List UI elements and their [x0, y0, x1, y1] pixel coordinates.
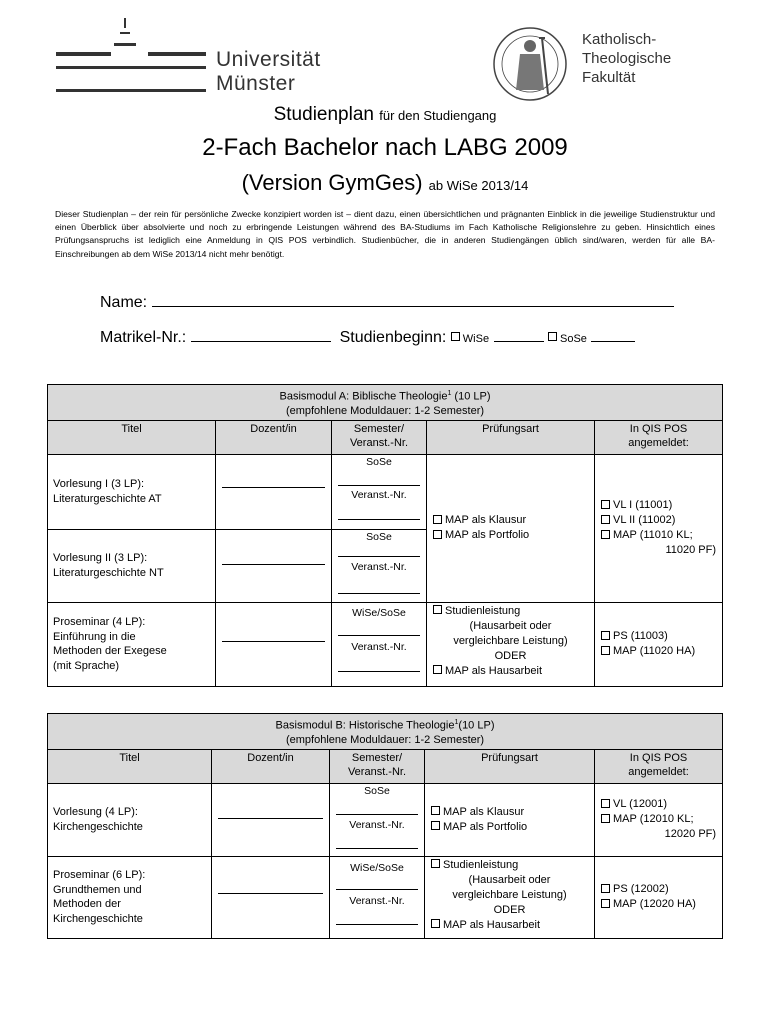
qis-cell: [595, 602, 723, 686]
col-qis-line1: In QIS POS: [629, 751, 688, 764]
version: (Version GymGes): [241, 170, 423, 195]
module-b-title: Basismodul B: Historische Theologie: [275, 719, 455, 732]
col-pruefung: Prüfungsart: [425, 749, 595, 783]
semester-cell[interactable]: [330, 856, 425, 938]
title-big: Studienplan: [273, 104, 374, 125]
veranst-label: Veranst.-Nr.: [351, 560, 407, 573]
col-qis-line2: angemeldet:: [628, 765, 689, 778]
semester-label: WiSe/SoSe: [350, 861, 404, 874]
studienbeginn-label: Studienbeginn:: [339, 329, 447, 346]
map-portfolio-label: MAP als Portfolio: [445, 529, 530, 542]
module-b-header: [48, 714, 723, 750]
table-row: [48, 783, 723, 856]
wise-checkbox[interactable]: [451, 332, 460, 341]
map-klausur-label: MAP als Klausur: [445, 514, 527, 527]
qis-cell: [595, 454, 723, 602]
vergleichbare-label: vergleichbare Leistung): [452, 888, 567, 901]
qis-vl2-checkbox[interactable]: [601, 515, 610, 524]
qis-vl1-label: VL I (11001): [613, 499, 673, 512]
version-small: ab WiSe 2013/14: [428, 178, 529, 193]
semester-label: WiSe/SoSe: [352, 606, 406, 619]
qis-cell: [595, 783, 723, 856]
pruefung-cell: [427, 454, 595, 602]
university-logo: [56, 18, 356, 98]
veranst-label: Veranst.-Nr.: [349, 894, 405, 907]
matrikel-label: Matrikel-Nr.:: [100, 329, 187, 346]
pruefung-cell: [425, 783, 595, 856]
qis-vl-label: VL (12001): [613, 798, 668, 811]
oder-label: ODER: [493, 903, 526, 916]
pruefung-cell: [425, 856, 595, 938]
col-semester-line2: Veranst.-Nr.: [347, 765, 407, 778]
veranst-label: Veranst.-Nr.: [351, 488, 407, 501]
faculty-logo: [490, 24, 730, 104]
qis-map-ha-label: MAP (12020 HA): [613, 898, 696, 911]
dozent-cell[interactable]: [212, 856, 330, 938]
map-klausur-checkbox[interactable]: [433, 515, 442, 524]
qis-map-checkbox[interactable]: [601, 530, 610, 539]
row-title: [48, 602, 216, 686]
row-title-line: Grundthemen und: [53, 883, 142, 896]
module-a-column-header: [48, 420, 723, 454]
qis-vl1-checkbox[interactable]: [601, 500, 610, 509]
faculty-name-line2: Theologische: [582, 50, 672, 67]
qis-map-label-cont: 11020 PF): [665, 544, 716, 557]
qis-map-ha-checkbox[interactable]: [601, 899, 610, 908]
row-title-line: Proseminar (4 LP):: [53, 616, 146, 629]
semester-label: SoSe: [364, 784, 390, 797]
module-b-lp: (10 LP): [458, 719, 495, 732]
map-klausur-checkbox[interactable]: [431, 806, 440, 815]
university-name-line1: Universität: [216, 48, 321, 71]
map-hausarbeit-checkbox[interactable]: [431, 919, 440, 928]
row-title: [48, 856, 212, 938]
page-title: [0, 104, 770, 126]
module-b-table: [47, 713, 723, 939]
faculty-name-line3: Fakultät: [582, 69, 636, 86]
col-qis: [595, 749, 723, 783]
row-title-line: Vorlesung II (3 LP):: [53, 552, 148, 565]
row-title-line: Literaturgeschichte NT: [53, 566, 164, 579]
subtitle: 2-Fach Bachelor nach LABG 2009: [202, 134, 568, 161]
name-field-row: [100, 294, 674, 312]
studienleistung-label: Studienleistung: [445, 604, 521, 617]
map-hausarbeit-checkbox[interactable]: [433, 665, 442, 674]
module-a-table: [47, 384, 723, 687]
row-title-line: Methoden der Exegese: [53, 645, 167, 658]
faculty-name-line1: Katholisch-: [582, 31, 657, 48]
veranst-label: Veranst.-Nr.: [349, 818, 405, 831]
col-semester-line1: Semester/: [351, 751, 403, 764]
name-label: Name:: [100, 294, 148, 311]
semester-label: SoSe: [366, 455, 392, 468]
hausarbeit-label: (Hausarbeit oder: [469, 619, 552, 632]
row-title-line: Methoden der: [53, 898, 121, 911]
vergleichbare-label: vergleichbare Leistung): [453, 634, 568, 647]
studienleistung-checkbox[interactable]: [431, 859, 440, 868]
col-titel: Titel: [48, 420, 216, 454]
row-title-line: Proseminar (6 LP):: [53, 869, 146, 882]
map-klausur-label: MAP als Klausur: [443, 805, 525, 818]
table-row: [48, 856, 723, 938]
title-small: für den Studiengang: [379, 108, 497, 123]
module-a-lp: (10 LP): [451, 390, 491, 403]
row-title: [48, 783, 212, 856]
qis-ps-checkbox[interactable]: [601, 631, 610, 640]
col-dozent: Dozent/in: [216, 420, 332, 454]
row-title-line: Literaturgeschichte AT: [53, 492, 162, 505]
row-title-line: (mit Sprache): [53, 659, 120, 672]
module-b-column-header: [48, 749, 723, 783]
semester-cell[interactable]: [332, 529, 427, 602]
dozent-cell[interactable]: [216, 454, 332, 529]
module-a-title: Basismodul A: Biblische Theologie: [279, 390, 448, 403]
qis-map-label: MAP (11010 KL;: [613, 529, 693, 542]
university-logo-mark-icon: [56, 18, 206, 98]
table-row: [48, 602, 723, 686]
row-title-line: Vorlesung (4 LP):: [53, 806, 138, 819]
module-a-footnote: 1: [447, 390, 452, 397]
qis-map-ha-checkbox[interactable]: [601, 646, 610, 655]
map-portfolio-label: MAP als Portfolio: [443, 820, 528, 833]
row-title-line: Vorlesung I (3 LP):: [53, 478, 145, 491]
col-semester-line1: Semester/: [353, 422, 405, 435]
qis-map-checkbox[interactable]: [601, 814, 610, 823]
col-semester-line2: Veranst.-Nr.: [349, 436, 409, 449]
dozent-cell[interactable]: [212, 783, 330, 856]
row-title: [48, 529, 216, 602]
qis-map-label: MAP (12010 KL;: [613, 813, 694, 826]
module-b-duration: (empfohlene Moduldauer: 1-2 Semester): [285, 733, 485, 746]
qis-map-label-cont: 12020 PF): [664, 828, 717, 841]
faculty-seal-icon: [490, 24, 570, 104]
row-title-line: Kirchengeschichte: [53, 912, 143, 925]
semester-cell[interactable]: [332, 602, 427, 686]
row-title: [48, 454, 216, 529]
col-qis-line2: angemeldet:: [628, 436, 689, 449]
name-field[interactable]: [152, 295, 674, 307]
col-semester: [330, 749, 425, 783]
map-hausarbeit-label: MAP als Hausarbeit: [445, 664, 543, 677]
matrikel-row: [100, 329, 635, 347]
qis-map-ha-label: MAP (11020 HA): [613, 645, 696, 658]
matrikel-field[interactable]: [191, 330, 331, 342]
studienleistung-checkbox[interactable]: [433, 605, 442, 614]
col-qis: [595, 420, 723, 454]
hausarbeit-label: (Hausarbeit oder: [468, 873, 551, 886]
qis-vl2-label: VL II (11002): [613, 514, 676, 527]
qis-vl-checkbox[interactable]: [601, 799, 610, 808]
sose-year-field[interactable]: [591, 330, 635, 342]
version-line: [0, 170, 770, 196]
map-portfolio-checkbox[interactable]: [433, 530, 442, 539]
module-b-footnote: 1: [454, 719, 459, 726]
col-dozent: Dozent/in: [212, 749, 330, 783]
dozent-cell[interactable]: [216, 529, 332, 602]
qis-ps-checkbox[interactable]: [601, 884, 610, 893]
wise-label: WiSe: [462, 333, 490, 345]
col-pruefung: Prüfungsart: [427, 420, 595, 454]
sose-checkbox[interactable]: [548, 332, 557, 341]
veranst-label: Veranst.-Nr.: [351, 640, 407, 653]
col-titel: Titel: [48, 749, 212, 783]
map-portfolio-checkbox[interactable]: [431, 821, 440, 830]
oder-label: ODER: [494, 649, 527, 662]
semester-cell[interactable]: [330, 783, 425, 856]
qis-ps-label: PS (11003): [613, 630, 668, 643]
table-row: [48, 454, 723, 529]
wise-year-field[interactable]: [494, 330, 544, 342]
row-title-line: Einführung in die: [53, 630, 136, 643]
pruefung-cell: [427, 602, 595, 686]
qis-cell: [595, 856, 723, 938]
module-a-duration: (empfohlene Moduldauer: 1-2 Semester): [285, 404, 485, 417]
studienleistung-label: Studienleistung: [443, 858, 519, 871]
semester-label: SoSe: [366, 530, 392, 543]
sose-label: SoSe: [559, 333, 587, 345]
qis-ps-label: PS (12002): [613, 883, 669, 896]
module-a-header: [48, 385, 723, 421]
row-title-line: Kirchengeschichte: [53, 820, 143, 833]
col-qis-line1: In QIS POS: [629, 422, 688, 435]
col-semester: [332, 420, 427, 454]
intro-text: Dieser Studienplan – der rein für persönliche Zwecke konzipiert worden ist – dient dazu, einen übersichtlichen und prägnanten Einblick in die jeweilige Studienstruktur und einen Überblick über absolvierte und noch zu erbringende Leistungen während des BA-Studiums im Fach Katholische Religionslehre zu geben. Hinsichtlich eines Prüfungsanspruchs ist lediglich eine Anmeldung in QIS POS verbindlich. Studienbücher, die in anderen Studiengängen üblich sind/waren, werden für alle BA-Einschreibungen ab dem WiSe 2013/14 nicht mehr benötigt.: [55, 209, 715, 259]
map-hausarbeit-label: MAP als Hausarbeit: [443, 918, 541, 931]
dozent-cell[interactable]: [216, 602, 332, 686]
semester-cell[interactable]: [332, 454, 427, 529]
university-name-line2: Münster: [216, 72, 296, 95]
